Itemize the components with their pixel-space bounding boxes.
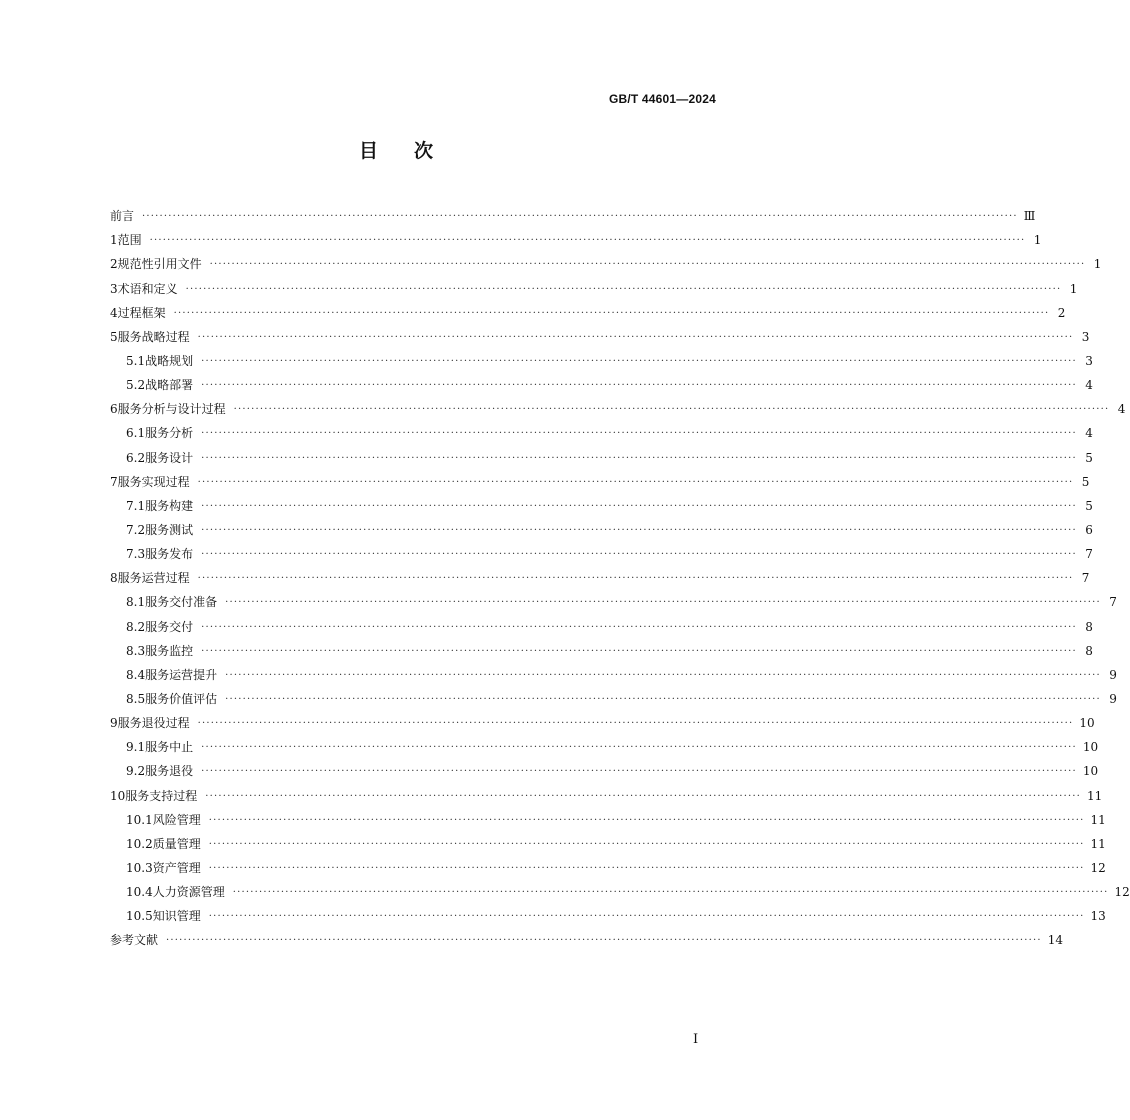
toc-entry-label: 战略部署 [145, 378, 194, 393]
toc-entry[interactable] [110, 900, 1106, 924]
toc-leader-dots: ········································································································································································································ [201, 766, 1077, 778]
toc-entry-label: 服务运营过程 [117, 571, 190, 586]
toc-entry[interactable] [110, 755, 1099, 779]
toc-leader-dots: ········································································································································································································ [197, 718, 1074, 730]
toc-entry-number: 8.2 [126, 619, 146, 634]
toc-leader-dots: ········································································································································································································ [201, 549, 1077, 561]
toc-entry-page: 7 [1081, 571, 1090, 586]
toc-entry-number: 7.2 [126, 522, 146, 537]
toc-leader-dots: ········································································································································································································ [197, 331, 1074, 343]
toc-entry-page: 6 [1085, 522, 1093, 537]
toc-leader-dots: ········································································································································································································ [166, 935, 1042, 947]
toc-entry-number: 7.3 [126, 547, 146, 562]
toc-entry[interactable] [110, 490, 1093, 514]
toc-entry-number: 9.1 [126, 740, 146, 755]
toc-entry[interactable] [110, 538, 1093, 562]
toc-leader-dots: ········································································································································································································ [225, 597, 1101, 609]
toc-entry[interactable] [110, 466, 1090, 490]
toc-entry[interactable] [110, 200, 1036, 224]
toc-leader-dots: ········································································································································································································ [201, 355, 1077, 367]
toc-entry-page: 12 [1090, 860, 1106, 875]
toc-entry-page: 5 [1081, 474, 1090, 489]
toc-entry-number: 5.1 [126, 353, 146, 368]
toc-entry-label: 服务设计 [145, 450, 194, 465]
toc-leader-dots: ········································································································································································································ [208, 862, 1085, 874]
toc-entry-label: 质量管理 [152, 836, 201, 851]
toc-leader-dots: ········································································································································································································ [201, 742, 1077, 754]
toc-entry[interactable] [110, 321, 1090, 345]
toc-entry[interactable] [110, 610, 1093, 634]
toc-entry-page: 1 [1033, 233, 1042, 248]
toc-entry-number: 8.4 [126, 667, 146, 682]
toc-entry-page: 10 [1082, 764, 1099, 779]
toc-leader-dots: ········································································································································································································ [197, 573, 1074, 585]
toc-leader-dots: ········································································································································································································ [225, 669, 1101, 681]
toc-entry-label: 知识管理 [152, 909, 201, 924]
toc-entry-label: 过程框架 [117, 305, 166, 320]
toc-entry[interactable] [110, 297, 1066, 321]
toc-entry[interactable] [110, 876, 1130, 900]
toc-entry-number: 10.1 [126, 812, 153, 827]
toc-entry-page: 11 [1087, 788, 1103, 803]
toc-entry[interactable] [110, 562, 1090, 586]
toc-entry-number: 4 [110, 305, 118, 320]
toc-entry-number: 8.1 [126, 595, 146, 610]
toc-leader-dots: ········································································································································································································ [149, 235, 1026, 247]
toc-entry[interactable] [110, 393, 1126, 417]
toc-entry-label: 服务运营提升 [145, 667, 218, 682]
page-title [0, 136, 792, 163]
toc-entry[interactable] [110, 731, 1099, 755]
toc-leader-dots: ········································································································································································································ [201, 645, 1077, 657]
toc-entry-page: 1 [1093, 257, 1102, 272]
toc-entry-page: 12 [1114, 885, 1130, 900]
toc-entry-page: 4 [1117, 402, 1126, 417]
toc-entry-page: 9 [1109, 691, 1117, 706]
toc-entry[interactable] [110, 804, 1106, 828]
toc-entry-number: 6.1 [126, 426, 146, 441]
toc-entry-page: 14 [1047, 933, 1064, 948]
toc-leader-dots: ········································································································································································································ [201, 380, 1077, 392]
toc-leader-dots: ········································································································································································································ [201, 621, 1077, 633]
toc-leader-dots: ········································································································································································································ [185, 283, 1062, 295]
toc-entry[interactable] [110, 852, 1106, 876]
toc-entry[interactable] [110, 683, 1117, 707]
toc-entry-number: 10.3 [126, 860, 153, 875]
toc-entry-number: 9.2 [126, 764, 146, 779]
toc-entry-number: 8.5 [126, 691, 146, 706]
toc-entry-label: 服务交付准备 [145, 595, 218, 610]
toc-leader-dots: ········································································································································································································ [201, 500, 1077, 512]
toc-entry-page: 4 [1085, 378, 1093, 393]
toc-leader-dots: ········································································································································································································ [209, 259, 1086, 271]
toc-entry[interactable] [110, 924, 1064, 948]
page-number: I [693, 1032, 699, 1047]
toc-leader-dots: ········································································································································································································ [201, 428, 1077, 440]
page-title-char-2: 次 [414, 140, 434, 162]
toc-entry-page: 8 [1085, 619, 1093, 634]
toc-entry-label: 服务战略过程 [117, 329, 190, 344]
toc-entry-page: 8 [1085, 643, 1093, 658]
toc-entry-label: 服务支持过程 [125, 788, 198, 803]
toc-entry-number: 7 [110, 474, 118, 489]
toc-entry-number: 10.4 [126, 885, 153, 900]
page-title-char-1: 目 [358, 140, 378, 162]
toc-entry-label: 范围 [117, 233, 142, 248]
toc-entry-number: 2 [110, 257, 118, 272]
toc-entry-label: 风险管理 [152, 812, 201, 827]
toc-entry-page: 5 [1085, 450, 1093, 465]
toc-entry-page: Ⅲ [1023, 209, 1036, 224]
toc-entry-label: 服务中止 [145, 740, 194, 755]
toc-entry-number: 8 [110, 571, 118, 586]
toc-entry-label: 服务分析与设计过程 [117, 402, 226, 417]
standard-code: GB/T 44601—2024 [608, 92, 716, 106]
toc-leader-dots: ········································································································································································································ [197, 476, 1074, 488]
toc-entry[interactable] [110, 272, 1078, 296]
toc-entry[interactable] [110, 248, 1102, 272]
toc-leader-dots: ········································································································································································································ [205, 790, 1082, 802]
toc-entry-page: 7 [1085, 547, 1093, 562]
toc-entry-number: 10.2 [126, 836, 153, 851]
toc-leader-dots: ········································································································································································································ [142, 211, 1018, 223]
toc-entry[interactable] [110, 586, 1117, 610]
toc-entry-label: 服务实现过程 [117, 474, 190, 489]
toc-entry[interactable] [110, 441, 1093, 465]
toc-leader-dots: ········································································································································································································ [201, 524, 1077, 536]
toc-entry-number: 6.2 [126, 450, 146, 465]
toc-entry-page: 3 [1081, 329, 1090, 344]
toc-entry-number: 8.3 [126, 643, 146, 658]
toc-entry-label: 服务交付 [145, 619, 194, 634]
toc-leader-dots: ········································································································································································································ [208, 814, 1085, 826]
toc-leader-dots: ········································································································································································································ [208, 838, 1085, 850]
toc-entry-number: 7.1 [126, 498, 146, 513]
toc-leader-dots: ········································································································································································································ [225, 693, 1101, 705]
toc-entry-number: 10.5 [126, 909, 153, 924]
toc-entry[interactable] [110, 635, 1093, 659]
toc-entry-page: 7 [1109, 595, 1117, 610]
toc-leader-dots: ········································································································································································································ [173, 307, 1050, 319]
toc-entry-page: 5 [1085, 498, 1093, 513]
toc-entry-number: 3 [110, 281, 118, 296]
toc-entry-label: 规范性引用文件 [117, 257, 202, 272]
toc-entry-page: 9 [1109, 667, 1117, 682]
toc-entry-label: 人力资源管理 [152, 885, 225, 900]
toc-entry-page: 11 [1090, 836, 1106, 851]
toc-entry-label: 服务监控 [145, 643, 194, 658]
toc-entry-page: 1 [1069, 281, 1078, 296]
toc-entry-label: 服务价值评估 [145, 691, 218, 706]
toc-leader-dots: ········································································································································································································ [233, 404, 1110, 416]
toc-entry-label: 服务发布 [145, 547, 194, 562]
toc-entry-label: 服务构建 [145, 498, 194, 513]
toc-entry-page: 10 [1082, 740, 1099, 755]
toc-entry-page: 2 [1057, 305, 1066, 320]
toc-leader-dots: ········································································································································································································ [232, 887, 1109, 899]
toc-entry-page: 11 [1090, 812, 1106, 827]
toc-entry[interactable] [110, 224, 1042, 248]
toc-entry-number: 5 [110, 329, 118, 344]
toc-entry-number: 9 [110, 716, 118, 731]
toc-entry-label: 服务分析 [145, 426, 194, 441]
toc-entry-label: 前言 [110, 209, 135, 224]
toc-entry-page: 4 [1085, 426, 1093, 441]
toc-entry-label: 服务退役 [145, 764, 194, 779]
toc-entry-label: 资产管理 [152, 860, 201, 875]
toc-entry[interactable] [110, 828, 1106, 852]
toc-entry-number: 6 [110, 402, 118, 417]
toc-entry[interactable] [110, 417, 1093, 441]
toc-entry[interactable] [110, 779, 1103, 803]
toc-entry-page: 3 [1085, 353, 1093, 368]
toc-entry-label: 参考文献 [110, 933, 159, 948]
toc-entry-number: 5.2 [126, 378, 146, 393]
toc-leader-dots: ········································································································································································································ [208, 911, 1085, 923]
toc-entry-number: 10 [110, 788, 126, 803]
toc-entry[interactable] [110, 369, 1093, 393]
toc-entry-page: 13 [1090, 909, 1106, 924]
toc-entry-label: 服务退役过程 [117, 716, 190, 731]
toc-entry[interactable] [110, 659, 1117, 683]
toc-entry-page: 10 [1079, 716, 1095, 731]
toc-entry-label: 服务测试 [145, 522, 194, 537]
toc-entry[interactable] [110, 345, 1093, 369]
toc-entry-label: 术语和定义 [117, 281, 178, 296]
toc-entry-label: 战略规划 [145, 353, 194, 368]
toc-entry-number: 1 [110, 233, 118, 248]
table-of-contents [110, 200, 1130, 948]
toc-entry[interactable] [110, 707, 1095, 731]
toc-leader-dots: ········································································································································································································ [201, 452, 1077, 464]
toc-entry[interactable] [110, 514, 1093, 538]
